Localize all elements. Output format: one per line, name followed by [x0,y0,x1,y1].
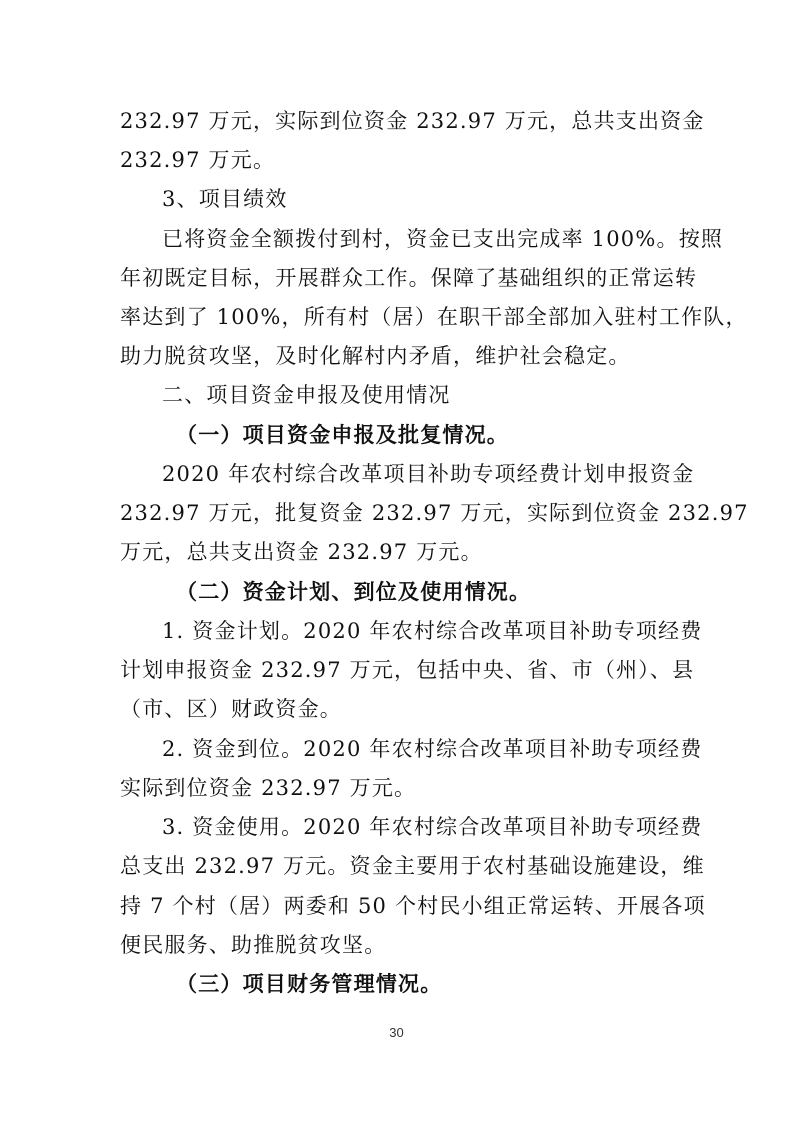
paragraph-line: 计划申报资金 232.97 万元，包括中央、省、市（州）、县 [120,658,695,682]
paragraph-line: 率达到了 100%，所有村（居）在职干部全部加入驻村工作队， [120,305,748,329]
paragraph-line: 1. 资金计划。2020 年农村综合改革项目补助专项经费 [162,619,703,643]
paragraph-line: 2020 年农村综合改革项目补助专项经费计划申报资金 [162,462,695,486]
paragraph-line: 已将资金全额拨付到村，资金已支出完成率 100%。按照 [162,227,724,251]
paragraph-line: 便民服务、助推脱贫攻坚。 [120,933,387,957]
section-subheading: 3、项目绩效 [162,187,288,211]
subsection-heading: （三）项目财务管理情况。 [176,971,443,996]
paragraph-line: 实际到位资金 232.97 万元。 [120,776,417,800]
paragraph-line: 232.97 万元，批复资金 232.97 万元，实际到位资金 232.97 [120,501,749,525]
subsection-heading: （二）资金计划、到位及使用情况。 [176,579,532,604]
paragraph-line: 万元，总共支出资金 232.97 万元。 [120,540,483,564]
subsection-heading: （一）项目资金申报及批复情况。 [176,422,509,447]
paragraph-line: 年初既定目标，开展群众工作。保障了基础组织的正常运转 [120,266,698,290]
paragraph-line: 持 7 个村（居）两委和 50 个村民小组正常运转、开展各项 [120,894,706,918]
paragraph-line: 232.97 万元，实际到位资金 232.97 万元，总共支出资金 [120,109,705,133]
paragraph-line: 3. 资金使用。2020 年农村综合改革项目补助专项经费 [162,815,703,839]
paragraph-line: 助力脱贫攻坚，及时化解村内矛盾，维护社会稳定。 [120,344,631,368]
paragraph-line: 总支出 232.97 万元。资金主要用于农村基础设施建设，维 [120,854,705,878]
page-number: 30 [389,1025,404,1040]
section-heading: 二、项目资金申报及使用情况 [162,383,451,407]
paragraph-line: （市、区）财政资金。 [120,697,342,721]
paragraph-line: 232.97 万元。 [120,148,276,172]
paragraph-line: 2. 资金到位。2020 年农村综合改革项目补助专项经费 [162,737,703,761]
